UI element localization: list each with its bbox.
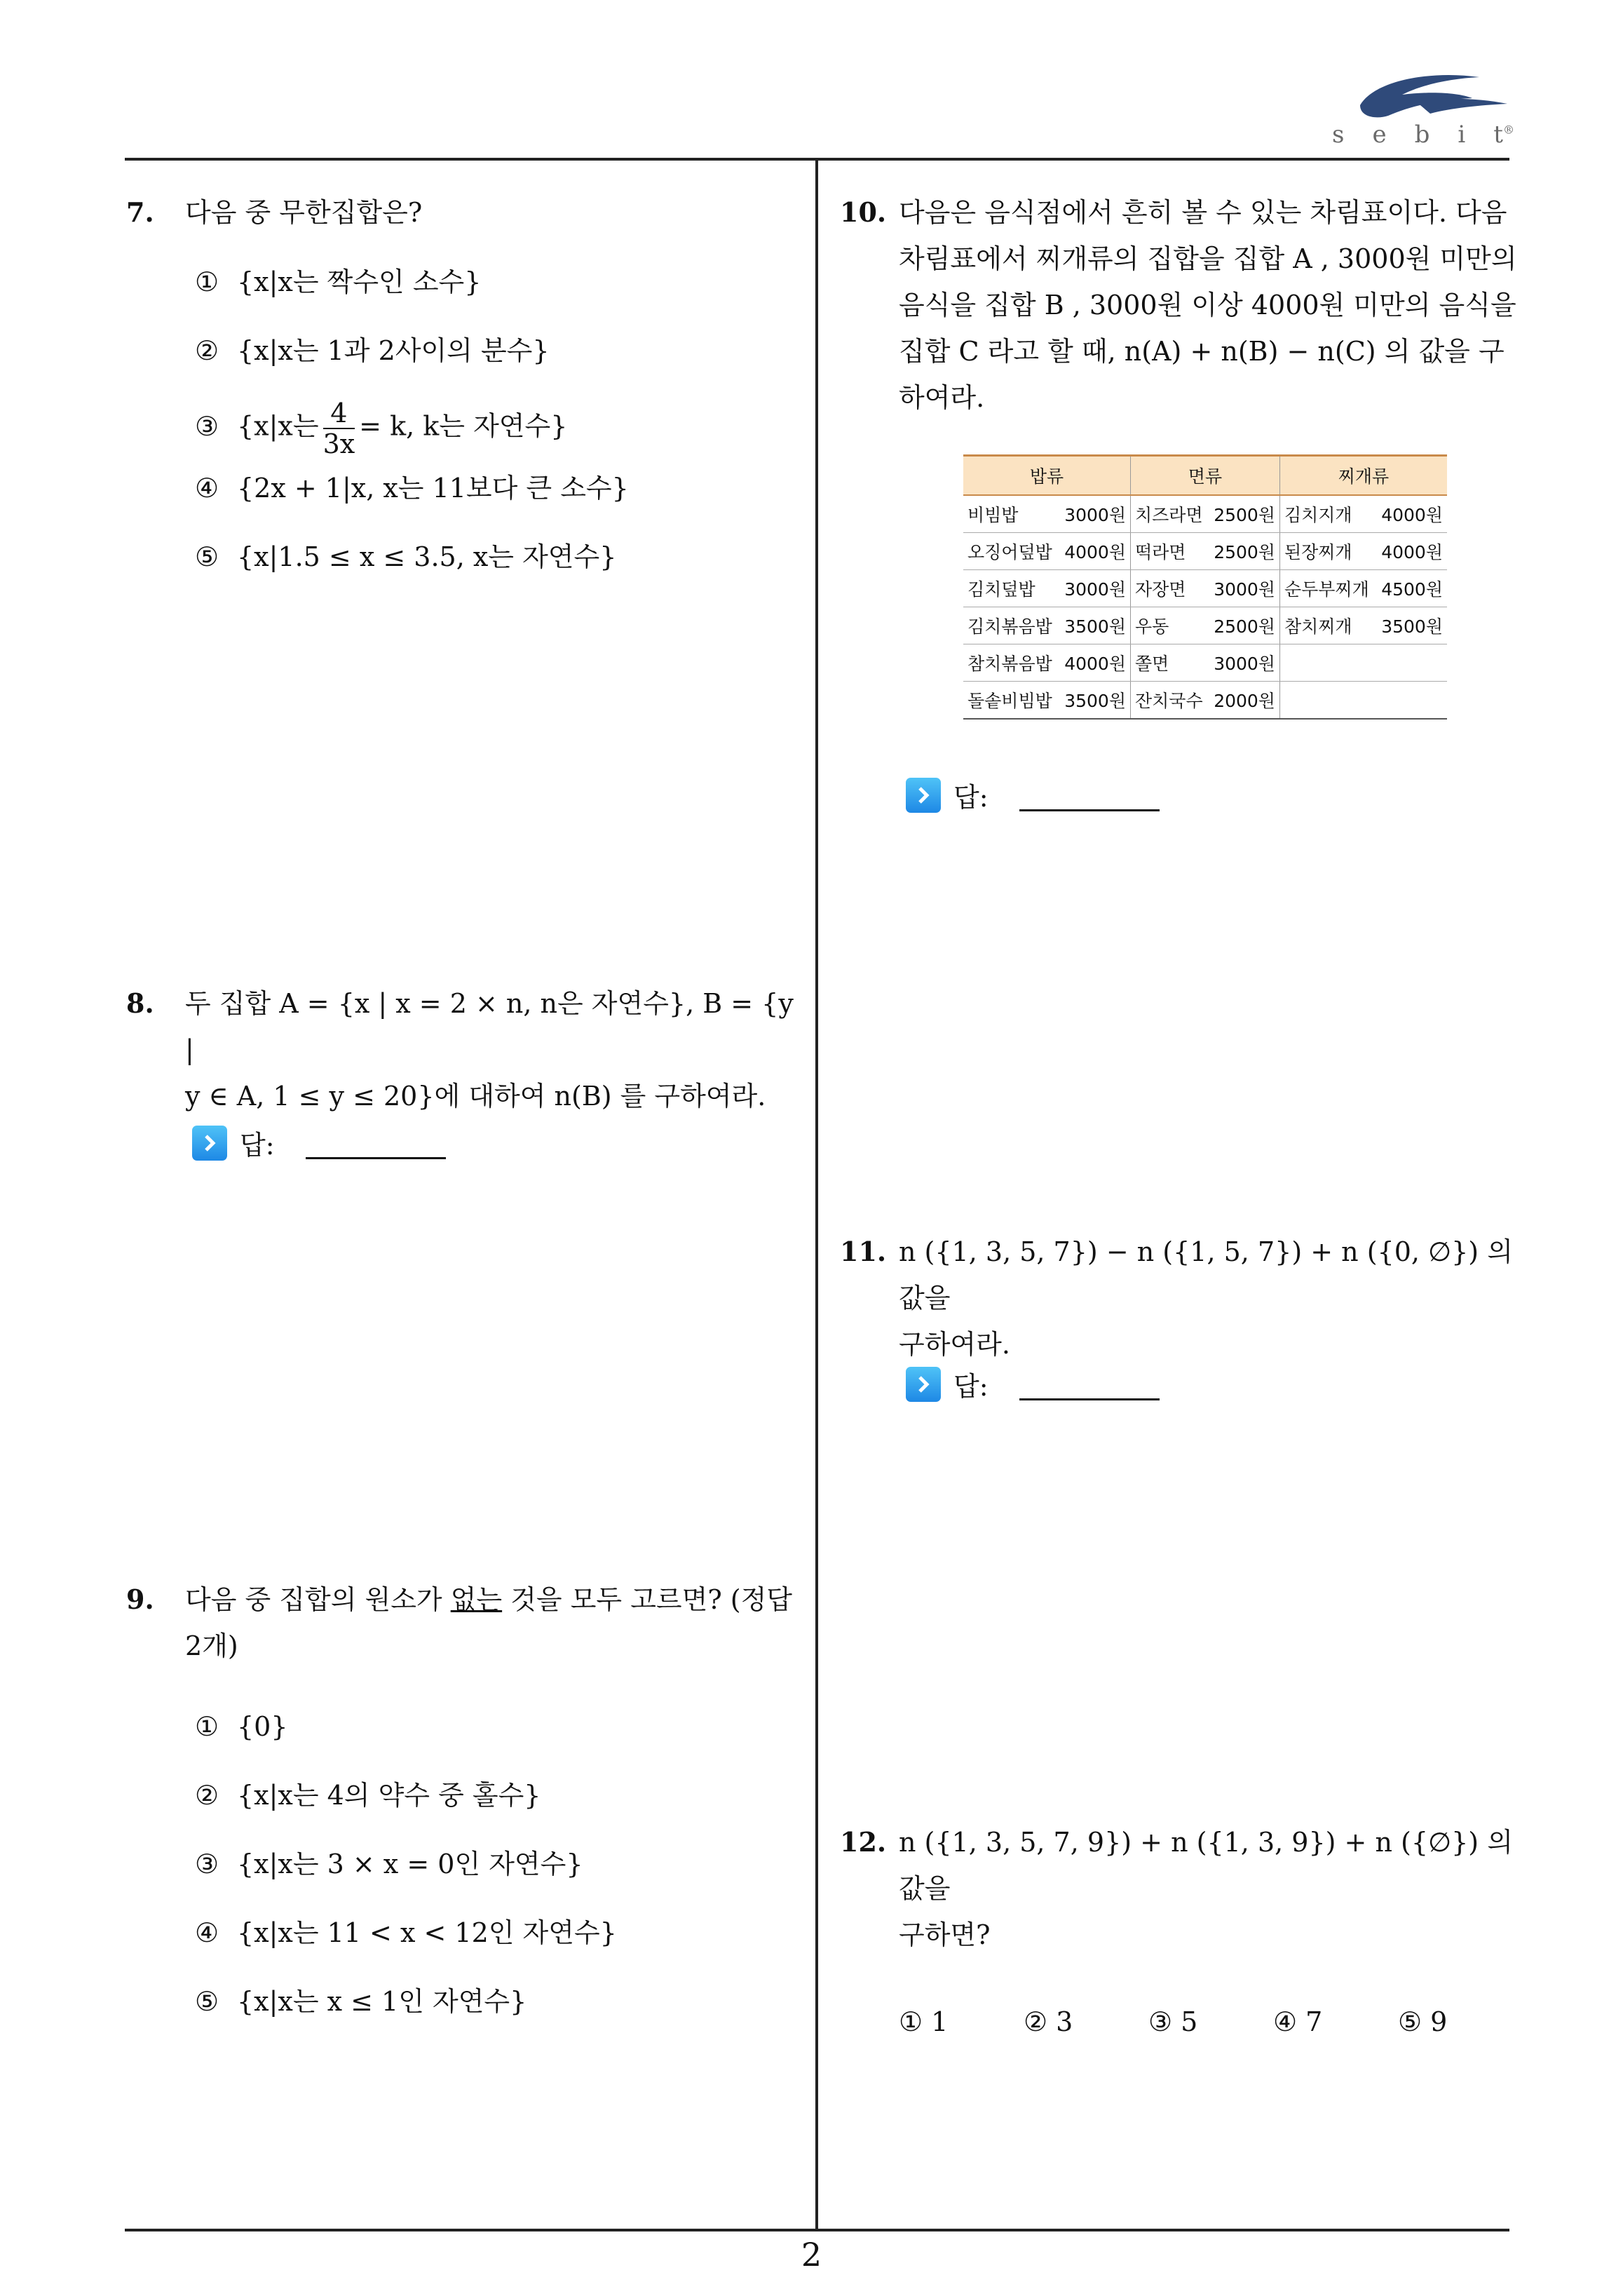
- choice-item[interactable]: ① {x|x는 짝수인 소수}: [195, 266, 482, 297]
- table-cell: 비빔밥 3000원: [963, 495, 1131, 533]
- logo-wordmark: [1332, 121, 1514, 149]
- logo-letter: s: [1332, 121, 1345, 149]
- table-row: [963, 533, 1447, 570]
- question-number: 7.: [126, 196, 154, 228]
- choice-item[interactable]: ② {x|x는 1과 2사이의 분수}: [195, 335, 550, 366]
- table-cell: 쫄면 3000원: [1131, 644, 1280, 682]
- table-cell: 치즈라면 2500원: [1131, 495, 1280, 533]
- chevron-right-icon: [906, 778, 941, 813]
- answer-blank[interactable]: [1019, 1368, 1160, 1400]
- table-row: [963, 682, 1447, 720]
- bottom-rule: [125, 2229, 1509, 2231]
- question-stem: 다음 중 무한집합은?: [185, 197, 423, 228]
- question-number: 9.: [126, 1583, 154, 1615]
- question-stem: 다음은 음식점에서 흔히 볼 수 있는 차림표이다. 다음 차림표에서 찌개류의 집합을 집합 A , 3000원 미만의 음식을 집합 B , 3000원 이상 4000원 미만의 음식을 집합 C 라고 할 때, n(A) + n(B) − n(C) 의 값을 구 하여라.: [899, 197, 1517, 413]
- table-row: [963, 570, 1447, 607]
- table-cell: 돌솥비빔밥 3500원: [963, 682, 1131, 720]
- question-11: [840, 1229, 1527, 1368]
- table-row: [963, 607, 1447, 644]
- column-divider: [815, 159, 818, 2230]
- table-cell: 참치볶음밥 4000원: [963, 644, 1131, 682]
- column-header: 밥류: [963, 456, 1131, 496]
- answer-label: 답:: [953, 782, 989, 813]
- table-cell: [1279, 644, 1447, 682]
- chevron-right-icon: [192, 1126, 227, 1161]
- question-stem: 다음 중 집합의 원소가 없는 것을 모두 고르면? (정답 2개): [185, 1584, 793, 1661]
- table-row: [963, 644, 1447, 682]
- choice-item[interactable]: ③ 5: [1148, 2006, 1198, 2037]
- table-cell: 참치찌개 3500원: [1279, 607, 1447, 644]
- choice-list: [899, 1999, 1527, 2045]
- table-cell: [1279, 682, 1447, 720]
- question-7: [126, 189, 799, 605]
- answer-blank[interactable]: [306, 1126, 446, 1159]
- answer-field-q11[interactable]: [906, 1365, 1160, 1403]
- choice-item[interactable]: ⑤ 9: [1398, 2006, 1448, 2037]
- logo-letter: e: [1372, 121, 1387, 149]
- table-cell: 우동 2500원: [1131, 607, 1280, 644]
- table-cell: 자장면 3000원: [1131, 570, 1280, 607]
- choice-item[interactable]: ⑤ {x|x는 x ≤ 1인 자연수}: [195, 1986, 527, 2017]
- column-header: 찌개류: [1279, 456, 1447, 496]
- table-cell: 김치덮밥 3000원: [963, 570, 1131, 607]
- question-number: 11.: [840, 1236, 887, 1267]
- table-header-row: [963, 456, 1447, 496]
- choice-item[interactable]: ⑤ {x|1.5 ≤ x ≤ 3.5, x는 자연수}: [195, 541, 617, 572]
- question-10: [840, 189, 1527, 421]
- table-cell: 김치볶음밥 3500원: [963, 607, 1131, 644]
- choice-item[interactable]: ④ {x|x는 11 < x < 12인 자연수}: [195, 1917, 617, 1948]
- table-row: [963, 495, 1447, 533]
- question-12: [840, 1819, 1527, 2045]
- choice-item[interactable]: ② 3: [1024, 2006, 1073, 2037]
- question-number: 12.: [840, 1826, 887, 1858]
- choice-item[interactable]: ① {0}: [195, 1711, 288, 1742]
- question-number: 8.: [126, 987, 154, 1019]
- question-number: 10.: [840, 196, 887, 228]
- table-cell: 김치지개 4000원: [1279, 495, 1447, 533]
- logo-letter: b: [1414, 121, 1430, 149]
- choice-item[interactable]: ③ {x|x는 3 × x = 0인 자연수}: [195, 1849, 583, 1879]
- table-cell: 순두부찌개 4500원: [1279, 570, 1447, 607]
- chevron-right-icon: [906, 1367, 941, 1402]
- question-stem: n ({1, 3, 5, 7}) − n ({1, 5, 7}) + n ({0, ∅}) 의 값을 구하여라.: [899, 1236, 1513, 1360]
- logo-letter: i: [1458, 121, 1466, 149]
- choice-item[interactable]: ④ 7: [1273, 2006, 1323, 2037]
- choice-item[interactable]: ③ {x|x는 $\frac{4}{3x}$ = k, k는 자연수}: [195, 398, 568, 459]
- logo-letter: t®: [1493, 121, 1514, 149]
- choice-list: [195, 1706, 806, 2049]
- table-cell: 떡라면 2500원: [1131, 533, 1280, 570]
- fraction: $\frac{4}{3x}$: [322, 398, 355, 459]
- answer-blank[interactable]: [1019, 778, 1160, 811]
- page-number: 2: [801, 2236, 822, 2274]
- choice-item[interactable]: ① 1: [899, 2006, 949, 2037]
- answer-label: 답:: [953, 1371, 989, 1402]
- table-cell: 오징어덮밥 4000원: [963, 533, 1131, 570]
- table-cell: 잔치국수 2000원: [1131, 682, 1280, 720]
- choice-list: [195, 261, 799, 605]
- question-9: [126, 1576, 806, 2049]
- choice-item[interactable]: ④ {2x + 1|x, x는 11보다 큰 소수}: [195, 473, 629, 504]
- question-stem: 두 집합 A = {x | x = 2 × n, n은 자연수}, B = {y | y ∈ A, 1 ≤ y ≤ 20}에 대하여 n(B) 를 구하여라.: [185, 988, 794, 1112]
- table-cell: 된장찌개 4000원: [1279, 533, 1447, 570]
- answer-field-q8[interactable]: [192, 1123, 446, 1162]
- choice-item[interactable]: ② {x|x는 4의 약수 중 홀수}: [195, 1780, 541, 1811]
- question-stem: n ({1, 3, 5, 7, 9}) + n ({1, 3, 9}) + n ({∅}) 의 값을 구하면?: [899, 1827, 1513, 1950]
- answer-field-q10[interactable]: [906, 776, 1160, 814]
- question-8: [126, 980, 806, 1119]
- answer-label: 답:: [240, 1130, 275, 1161]
- column-header: 면류: [1131, 456, 1280, 496]
- menu-table: [963, 454, 1447, 720]
